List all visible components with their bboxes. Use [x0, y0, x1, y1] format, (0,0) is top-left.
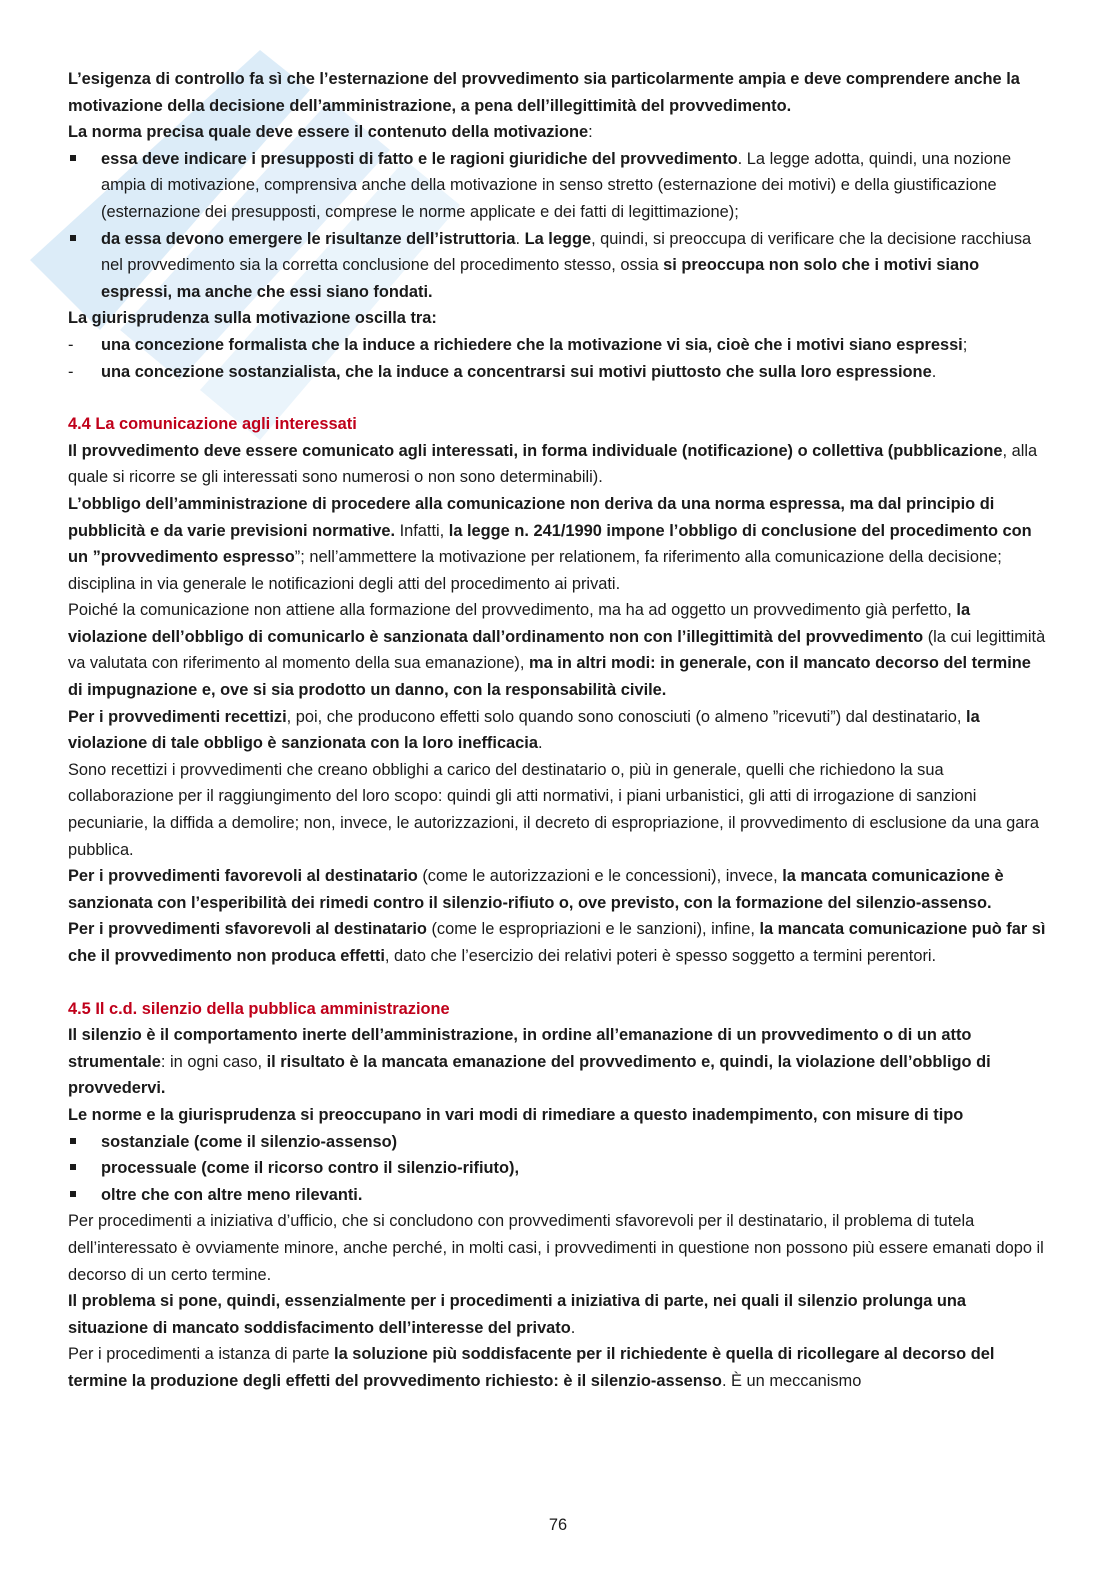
paragraph: Per procedimenti a iniziativa d’ufficio, che si concludono con provvedimenti sfavorevoli per il destinatario, il problema di tutela dell’interessato è ovviamente minore, anche perché, in molti casi, i provvedimenti in questione non possono più essere emanati dopo il decorso di un certo termine. — [68, 1212, 1044, 1284]
motivation-content-lead: La norma precisa quale deve essere il contenuto della motivazione: — [68, 123, 593, 142]
paragraph: Per i provvedimenti sfavorevoli al destinatario (come le espropriazioni e le sanzioni), infine, la mancata comunicazione può far sì che il provvedimento non produca effetti, dato che l’esercizio dei relativi poteri è spesso soggetto a termini perentori. — [68, 920, 1046, 965]
remedies-bullet-list — [68, 1129, 1048, 1209]
list-item: una concezione sostanzialista, che la induce a concentrarsi sui motivi piuttosto che sulla loro espressione. — [101, 362, 937, 381]
paragraph: Per i provvedimenti favorevoli al destinatario (come le autorizzazioni e le concessioni), invece, la mancata comunicazione è sanzionata con l’esperibilità dei rimedi contro il silenzio-rifiuto o, ove previsto, con la formazione del silenzio-assenso. — [68, 867, 1004, 912]
paragraph: Il problema si pone, quindi, essenzialmente per i procedimenti a iniziativa di parte, nei quali il silenzio prolunga una situazione di mancato soddisfacimento dell’interesse del privato. — [68, 1292, 967, 1337]
list-item: da essa devono emergere le risultanze dell’istruttoria. La legge, quindi, si preoccupa di verificare che la decisione racchiusa nel provvedimento sia la corretta conclusione del procedimento stesso, ossia si preoccupa non solo che i motivi siano espressi, ma anche che essi siano fondati. — [101, 229, 1032, 301]
paragraph: Il silenzio è il comportamento inerte dell’amministrazione, in ordine all’emanazione di un provvedimento o di un atto strumentale: in ogni caso, il risultato è la mancata emanazione del provvedimento e, quindi, la violazione dell’obbligo di provvedervi. — [68, 1026, 991, 1098]
list-item: oltre che con altre meno rilevanti. — [101, 1185, 363, 1204]
section-heading-4-5: 4.5 Il c.d. silenzio della pubblica amministrazione — [68, 999, 450, 1018]
paragraph: L’obbligo dell’amministrazione di procedere alla comunicazione non deriva da una norma espressa, ma dal principio di pubblicità e da varie previsioni normative. Infatti, la legge n. 241/1990 impone l’obbligo di conclusione del procedimento con un ”provvedimento espresso”; nell’ammettere la motivazione per relationem, fa riferimento alla comunicazione della decisione; disciplina in via generale le notificazioni degli atti del procedimento ai privati. — [68, 494, 1032, 593]
paragraph: Poiché la comunicazione non attiene alla formazione del provvedimento, ma ha ad oggetto un provvedimento già perfetto, la violazione dell’obbligo di comunicarlo è sanzionata dall’ordinamento non con l’illegittimità del provvedimento (la cui legittimità va valutata con riferimento al momento della sua emanazione), ma in altri modi: in generale, con il mancato decorso del termine di impugnazione e, ove si sia prodotto un danno, con la responsabilità civile. — [68, 601, 1046, 700]
document-page — [68, 66, 1048, 1395]
jurisprudence-lead: La giurisprudenza sulla motivazione oscilla tra: — [68, 309, 437, 328]
list-item: una concezione formalista che la induce a richiedere che la motivazione vi sia, cioè che i motivi siano espressi; — [101, 335, 968, 354]
motivation-bullet-list — [68, 146, 1048, 306]
page-number: 76 — [548, 1516, 568, 1534]
list-item: processuale (come il ricorso contro il silenzio-rifiuto), — [101, 1159, 520, 1178]
paragraph: Sono recettizi i provvedimenti che creano obblighi a carico del destinatario o, più in generale, quelli che richiedono la sua collaborazione per il raggiungimento del loro scopo: quindi gli atti normativi, i piani urbanistici, gli atti di irrogazione di sanzioni pecuniarie, la diffida a demolire; non, invece, le autorizzazioni, il decreto di espropriazione, il provvedimento di esclusione da una gara pubblica. — [68, 760, 1039, 859]
paragraph: Per i procedimenti a istanza di parte la soluzione più soddisfacente per il richiedente è quella di ricollegare al decorso del termine la produzione degli effetti del provvedimento richiesto: è il silenzio-assenso. È un meccanismo — [68, 1345, 995, 1390]
paragraph: Il provvedimento deve essere comunicato agli interessati, in forma individuale (notificazione) o collettiva (pubblicazione, alla quale si ricorre se gli interessati sono numerosi o non sono determinabili). — [68, 441, 1038, 487]
list-item: sostanziale (come il silenzio-assenso) — [101, 1132, 398, 1151]
jurisprudence-dash-list — [68, 332, 1048, 385]
paragraph: Le norme e la giurisprudenza si preoccupano in vari modi di rimediare a questo inadempimento, con misure di tipo — [68, 1105, 964, 1124]
section-heading-4-4: 4.4 La comunicazione agli interessati — [68, 415, 357, 434]
list-item: essa deve indicare i presupposti di fatto e le ragioni giuridiche del provvedimento. La legge adotta, quindi, una nozione ampia di motivazione, comprensiva anche della motivazione in senso stretto (esternazione dei motivi) e della giustificazione (esternazione dei presupposti, comprese le norme applicate e dei fatti di legittimazione); — [101, 149, 1012, 221]
intro-paragraph: L’esigenza di controllo fa sì che l’esternazione del provvedimento sia particolarmente ampia e deve comprendere anche la motivazione della decisione dell’amministrazione, a pena dell’illegittimità del provvedimento. — [68, 70, 1020, 115]
paragraph: Per i provvedimenti recettizi, poi, che producono effetti solo quando sono conosciuti (o almeno ”ricevuti”) dal destinatario, la violazione di tale obbligo è sanzionata con la loro inefficacia. — [68, 707, 980, 753]
